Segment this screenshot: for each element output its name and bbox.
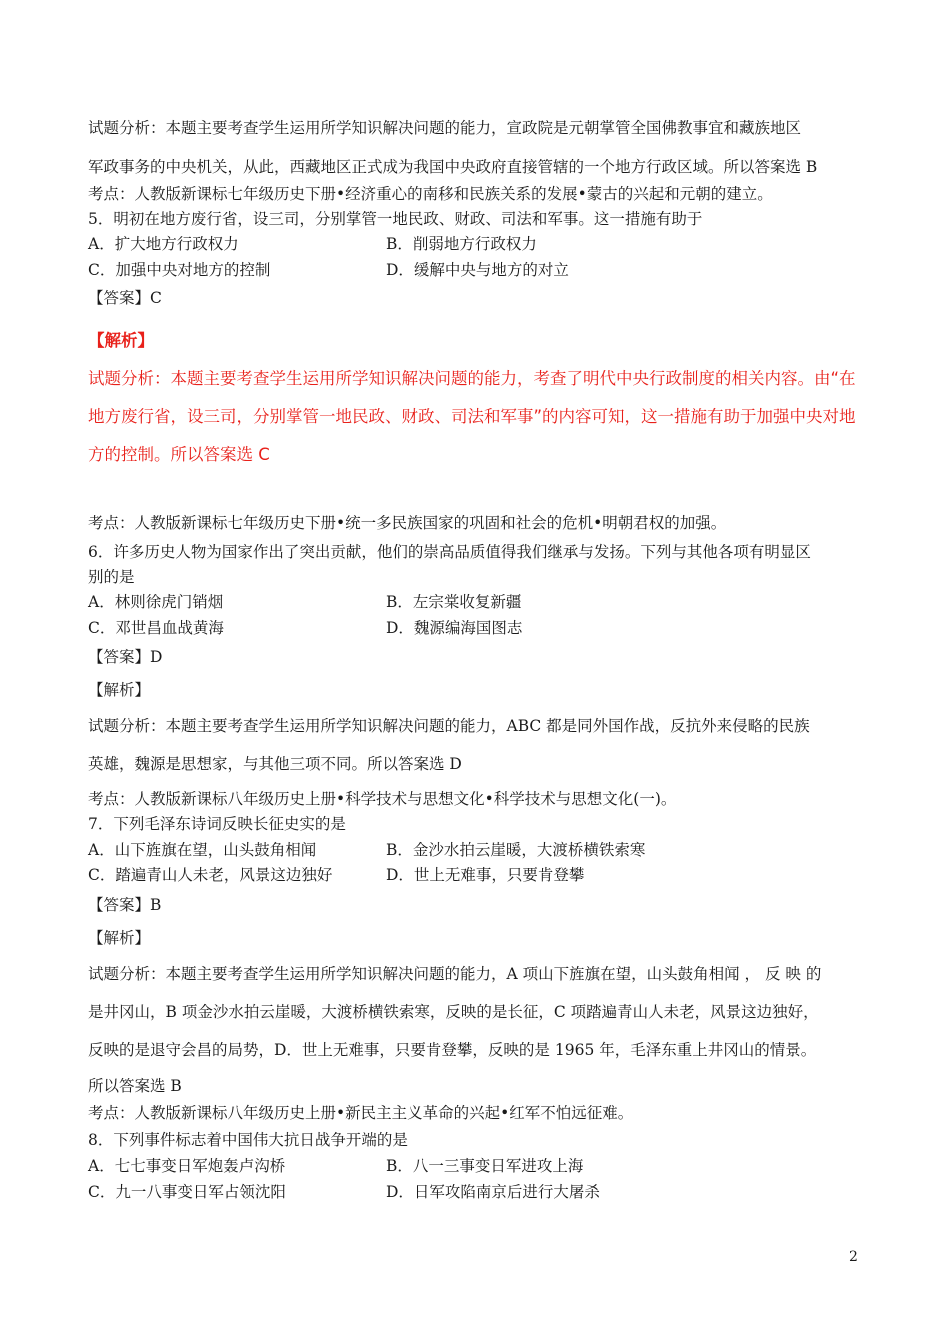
q8-question: 8．下列事件标志着中国伟大抗日战争开端的是 [88, 1131, 408, 1149]
q6-analysis-line: 试题分析：本题主要考查学生运用所学知识解决问题的能力，ABC 都是同外国作战，反抗外来侵略的民族 [88, 717, 810, 735]
q4-analysis-line: 军政事务的中央机关，从此，西藏地区正式成为我国中央政府直接管辖的一个地方行政区域。所以答案选 B [88, 158, 818, 176]
q5-option-b: B．削弱地方行政权力 [386, 235, 537, 253]
q5-analysis-line: 地方废行省，设三司，分别掌管一地民政、财政、司法和军事”的内容可知，这一措施有助于加强中央对地 [88, 407, 856, 426]
q8-option-a: A．七七事变日军炮轰卢沟桥 [88, 1157, 286, 1175]
q5-analysis-heading: 【解析】 [88, 331, 154, 350]
q7-answer: 【答案】B [88, 896, 162, 914]
q7-analysis-line: 试题分析：本题主要考查学生运用所学知识解决问题的能力，A 项山下旌旗在望，山头鼓角相闻 ， 反 映 的 [88, 965, 822, 983]
q7-analysis-heading: 【解析】 [88, 929, 151, 947]
q6-option-d: D．魏源编海国图志 [386, 619, 523, 637]
q7-option-d: D．世上无难事，只要肯登攀 [386, 866, 585, 884]
q5-analysis-line: 方的控制。所以答案选 C [88, 445, 270, 464]
q5-option-d: D．缓解中央与地方的对立 [386, 261, 569, 279]
q6-analysis-line: 英雄，魏源是思想家，与其他三项不同。所以答案选 D [88, 755, 462, 773]
q6-question: 别的是 [88, 568, 135, 586]
q7-option-a: A．山下旌旗在望，山头鼓角相闻 [88, 841, 317, 859]
q4-knowledge-point: 考点：人教版新课标七年级历史下册•经济重心的南移和民族关系的发展•蒙古的兴起和元朝的建立。 [88, 185, 773, 203]
q8-option-b: B．八一三事变日军进攻上海 [386, 1157, 584, 1175]
q7-question: 7．下列毛泽东诗词反映长征史实的是 [88, 815, 346, 833]
q7-option-b: B．金沙水拍云崖暖，大渡桥横铁索寒 [386, 841, 646, 859]
q6-option-c: C．邓世昌血战黄海 [88, 619, 224, 637]
q6-analysis-heading: 【解析】 [88, 681, 151, 699]
q4-analysis-line: 试题分析：本题主要考查学生运用所学知识解决问题的能力，宣政院是元朝掌管全国佛教事宜和藏族地区 [88, 119, 802, 137]
page-number: 2 [849, 1249, 858, 1265]
q5-analysis-line: 试题分析：本题主要考查学生运用所学知识解决问题的能力，考查了明代中央行政制度的相关内容。由“在 [88, 369, 856, 388]
q7-analysis-line: 是井冈山，B 项金沙水拍云崖暖，大渡桥横铁索寒，反映的是长征，C 项踏遍青山人未老，风景这边独好， [88, 1003, 819, 1021]
q8-option-d: D．日军攻陷南京后进行大屠杀 [386, 1183, 600, 1201]
q7-analysis-line: 所以答案选 B [88, 1077, 182, 1095]
q7-analysis-line: 反映的是退守会昌的局势，D．世上无难事，只要肯登攀，反映的是 1965 年，毛泽东重上井冈山的情景。 [88, 1041, 817, 1059]
q6-knowledge-point: 考点：人教版新课标八年级历史上册•科学技术与思想文化•科学技术与思想文化(一)。 [88, 790, 677, 808]
q6-option-a: A．林则徐虎门销烟 [88, 593, 224, 611]
q6-option-b: B．左宗棠收复新疆 [386, 593, 522, 611]
q5-option-c: C．加强中央对地方的控制 [88, 261, 271, 279]
q5-knowledge-point: 考点：人教版新课标七年级历史下册•统一多民族国家的巩固和社会的危机•明朝君权的加强。 [88, 514, 727, 532]
q6-question: 6．许多历史人物为国家作出了突出贡献，他们的崇高品质值得我们继承与发扬。下列与其他各项有明显区 [88, 543, 811, 561]
q5-question: 5．明初在地方废行省，设三司，分别掌管一地民政、财政、司法和军事。这一措施有助于 [88, 210, 703, 228]
q7-option-c: C．踏遍青山人未老，风景这边独好 [88, 866, 333, 884]
q6-answer: 【答案】D [88, 648, 163, 666]
q7-knowledge-point: 考点：人教版新课标八年级历史上册•新民主主义革命的兴起•红军不怕远征难。 [88, 1104, 634, 1122]
q5-option-a: A．扩大地方行政权力 [88, 235, 239, 253]
q8-option-c: C．九一八事变日军占领沈阳 [88, 1183, 286, 1201]
q5-answer: 【答案】C [88, 289, 162, 307]
